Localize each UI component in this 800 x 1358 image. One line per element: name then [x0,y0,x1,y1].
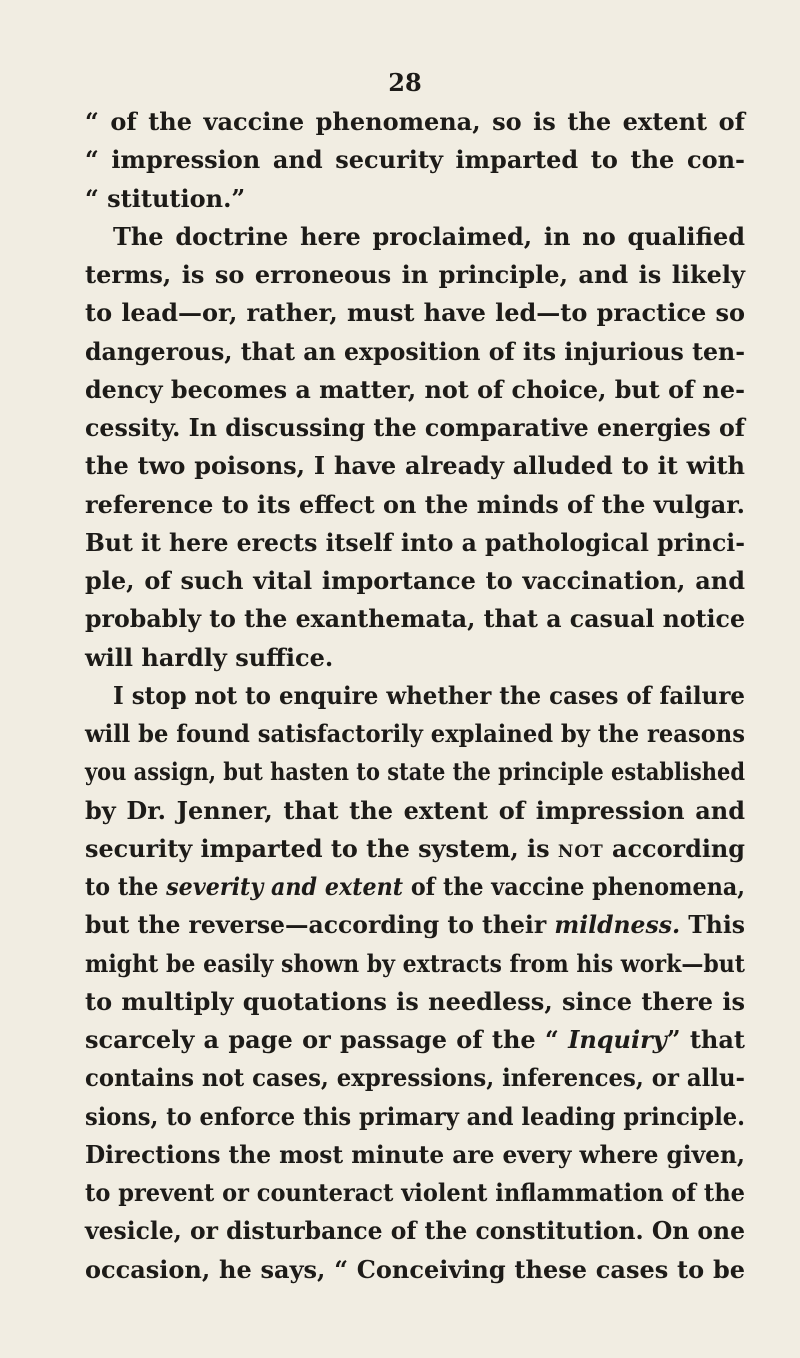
text-line-content: sions, to enforce this primary and leading principle. [85,1101,745,1131]
text-run: mildness. [554,910,681,940]
text-run: Inquiry [568,1025,667,1054]
text-line-content: to prevent or counteract violent inflammation of the [85,1178,745,1207]
text-line-content: you assign, but hasten to state the principle established [85,757,745,787]
text-line-content: to lead—or, rather, must have led—to practice so [85,298,745,328]
text-line [85,639,745,677]
text-run: severity and extent [166,872,404,901]
text-line-content: Directions the most minute are every where given, [85,1139,745,1169]
text-line [85,1021,745,1059]
text-line-content: “ impression and security imparted to the con- [85,145,745,175]
text-line [85,1251,745,1289]
text-line [85,447,745,485]
text-line [85,141,745,179]
text-line [85,409,745,447]
text-line [85,333,745,371]
text-line [85,792,745,830]
text-line-content: might be easily shown by extracts from his work—but [85,948,745,978]
text-line [85,371,745,409]
text-line-content [85,906,745,944]
text-run: scarcely a page or passage of the “ [85,1025,569,1054]
body-text [85,103,745,1289]
text-line-content: occasion, he says, “ Conceiving these cases to be [85,1254,745,1284]
text-line-content: by Dr. Jenner, that the extent of impression and [85,795,745,825]
text-line-content: will hardly suffice. [85,642,334,672]
text-line [85,1098,745,1136]
text-line [85,103,745,141]
text-line [85,715,745,753]
text-line [85,524,745,562]
text-run: This [680,910,745,940]
text-line [85,753,745,791]
text-line-content: “ stitution.” [85,183,246,213]
text-line-content: I stop not to enquire whether the cases of failure [113,680,745,710]
text-line [85,600,745,638]
text-line [85,945,745,983]
text-run: security imparted to the system, is [85,833,558,863]
text-line-content: The doctrine here proclaimed, in no qualified [113,221,745,251]
text-line-content: vesicle, or disturbance of the constitution. On one [85,1216,745,1246]
text-line [85,1059,745,1097]
text-line-content: dency becomes a matter, not of choice, but of ne- [85,374,745,404]
text-line [85,868,745,906]
text-run: ” that [666,1025,745,1054]
text-line [85,486,745,524]
text-line-content: cessity. In discussing the comparative energies of [85,413,745,442]
text-line [85,1174,745,1212]
text-line [85,256,745,294]
text-line-content: terms, is so erroneous in principle, and is likely [85,260,745,289]
text-run: to the [85,872,167,901]
text-run: of the vaccine phenomena, [403,872,745,901]
text-line [85,294,745,332]
text-line-content: reference to its effect on the minds of the vulgar. [85,489,745,519]
text-line-content: the two poisons, I have already alluded to it with [85,451,745,481]
text-line-content: dangerous, that an exposition of its injurious ten- [85,336,745,366]
text-line [85,218,745,256]
text-line-content: ple, of such vital importance to vaccination, and [85,566,745,595]
text-line [85,1212,745,1250]
text-run: according [603,833,745,863]
text-line-content [85,1021,745,1059]
text-line [85,906,745,944]
text-line [85,983,745,1021]
text-line-content: “ of the vaccine phenomena, so is the extent of [85,107,745,136]
text-line-content: will be found satisfactorily explained by the reasons [85,719,745,748]
text-line-content: But it here erects itself into a pathological princi- [85,527,745,557]
text-line-content: to multiply quotations is needless, since there is [85,986,745,1016]
text-line [85,1136,745,1174]
text-run: but the reverse—according to their [85,910,555,940]
text-line [85,677,745,715]
page-number: 28 [388,68,422,97]
text-line-content: probably to the exanthemata, that a casual notice [85,604,745,634]
text-line-content [85,830,745,871]
text-line [85,830,745,868]
text-line [85,180,745,218]
text-line-content: contains not cases, expressions, inferences, or allu- [85,1063,745,1093]
text-line-content [85,868,745,906]
text-line [85,562,745,600]
text-run: NOT [557,841,604,862]
